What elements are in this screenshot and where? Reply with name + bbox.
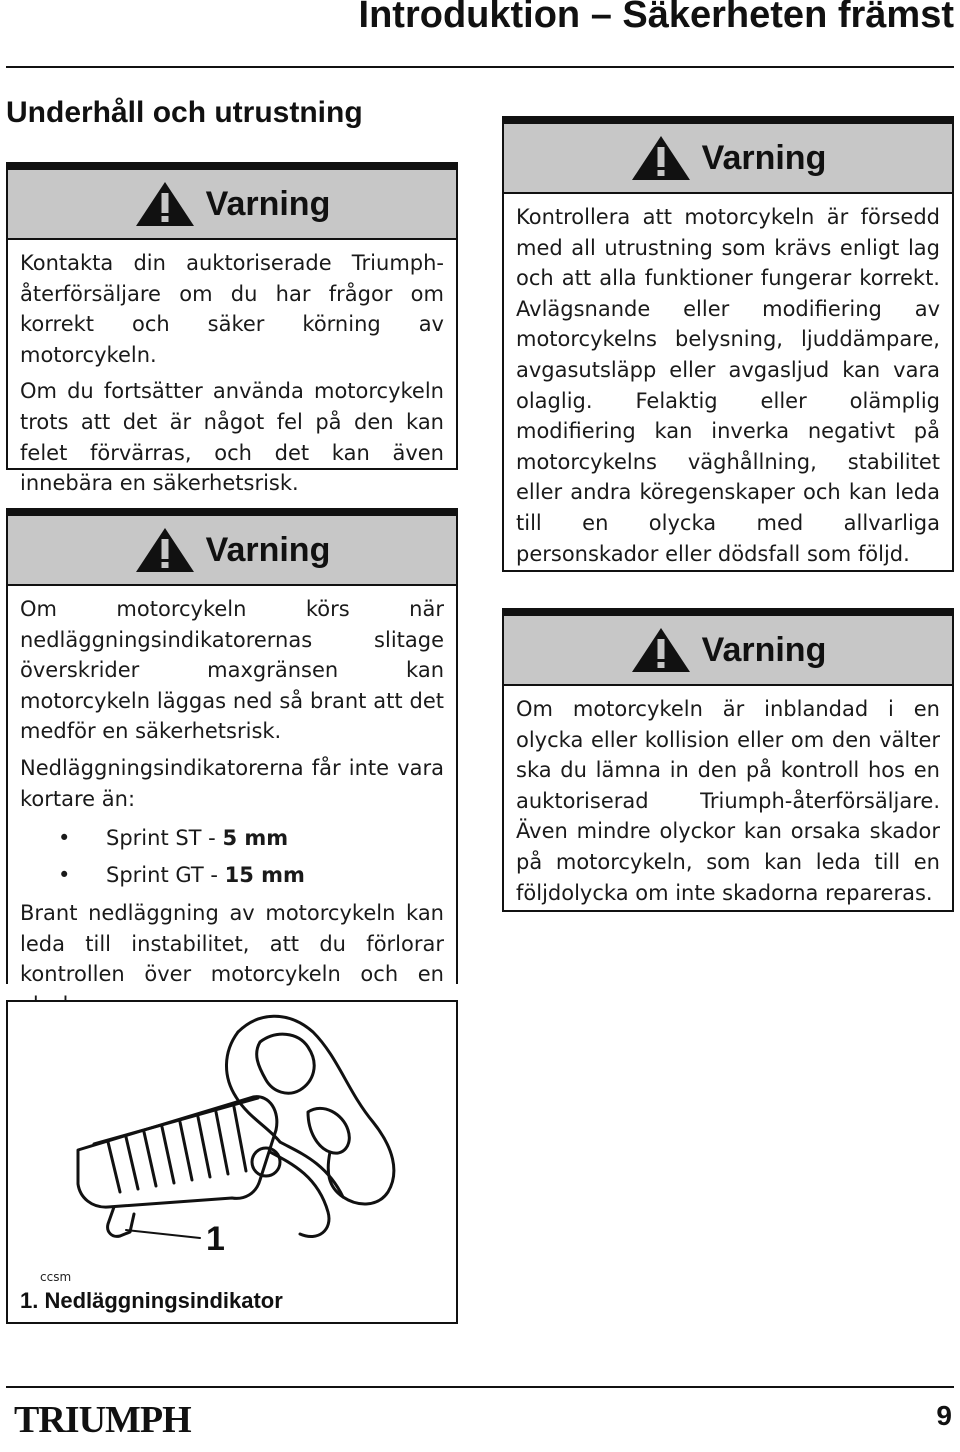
warning-label: Varning [205,184,331,223]
warning-header [8,164,456,240]
warning-paragraph: Kontakta din auktoriserade Triumph-återförsäljare om du har frågor om korrekt och säker körning av motorcykeln. [20,251,444,367]
page-number: 9 [936,1400,952,1431]
warning-paragraph: Om motorcykeln är inblandad i en olycka eller kollision eller om den välter ska du lämna in den på kontroll hos en auktoriserad Triumph-återförsäljare. Även mindre olyckor kan orsaka skador på motorcykeln, som kan leda till en följdolycka om inte skadorna repareras. [516,697,940,905]
warning-header [504,118,952,194]
footer-rule [6,1386,954,1388]
warning-triangle-icon [630,134,692,182]
warning-box-4 [502,608,954,912]
figure-code: ccsm [40,1270,72,1284]
triumph-logo: TRIUMPH [14,1399,191,1441]
limit-list [20,820,444,894]
figure-callout-number: 1 [206,1220,225,1258]
warning-box-3 [502,116,954,572]
warning-label: Varning [701,630,827,669]
warning-header [8,510,456,586]
warning-body [504,194,952,579]
model-label: Sprint ST - [106,826,223,851]
warning-triangle-icon [630,626,692,674]
warning-triangle-icon [134,180,196,228]
limit-value: 15 mm [224,863,305,888]
warning-body [8,586,456,1031]
list-item: • Sprint GT - 15 mm [58,863,305,888]
warning-paragraph: Kontrollera att motorcykeln är försedd med all utrustning som krävs enligt lag och att alla funktioner fungerar korrekt. Avlägsnande eller modifiering av motorcykelns belysning, ljuddämpare, avgasutsläpp eller avgasljud kan vara olaglig. Felaktig eller olämplig modifiering kan inverka negativt på motorcykelns väghållning, stabilitet eller andra köregenskaper och kan leda till en olycka med allvarliga personskador eller dödsfall som följd. [516,205,940,566]
section-title: Underhåll och utrustning [6,96,363,129]
footpeg-illustration [8,1002,456,1272]
warning-box-1 [6,162,458,496]
limit-value: 5 mm [222,826,289,851]
model-label: Sprint GT - [106,863,225,888]
warning-label: Varning [701,138,827,177]
warning-box-2 [6,508,458,987]
warning-triangle-icon [134,526,196,574]
figure-box [6,1000,458,1324]
page-header-title: Introduktion – Säkerheten främst [358,0,954,36]
warning-label: Varning [205,530,331,569]
warning-paragraph: Brant nedläggning av motorcykeln kan leda till instabilitet, att du förlorar kontrollen över motorcykeln och en [20,901,444,987]
list-item: • Sprint ST - 5 mm [58,826,289,851]
warning-body [504,686,952,918]
warning-paragraph: Nedläggningsindikatorerna får inte vara kortare än: [20,755,444,811]
warning-body [8,240,456,509]
header-rule [6,66,954,68]
warning-paragraph: Om motorcykeln körs när nedläggningsindikatorernas slitage överskrider maxgränsen kan motorcykeln läggas ned så brant att det medför en säkerhetsrisk. [20,597,444,744]
warning-header [504,610,952,686]
warning-paragraph: Om du fortsätter använda motorcykeln trots att det är något fel på den kan felet förvärras, och det kan även innebära en säkerhetsrisk. [20,379,444,496]
figure-caption: 1. Nedläggningsindikator [20,1288,283,1313]
